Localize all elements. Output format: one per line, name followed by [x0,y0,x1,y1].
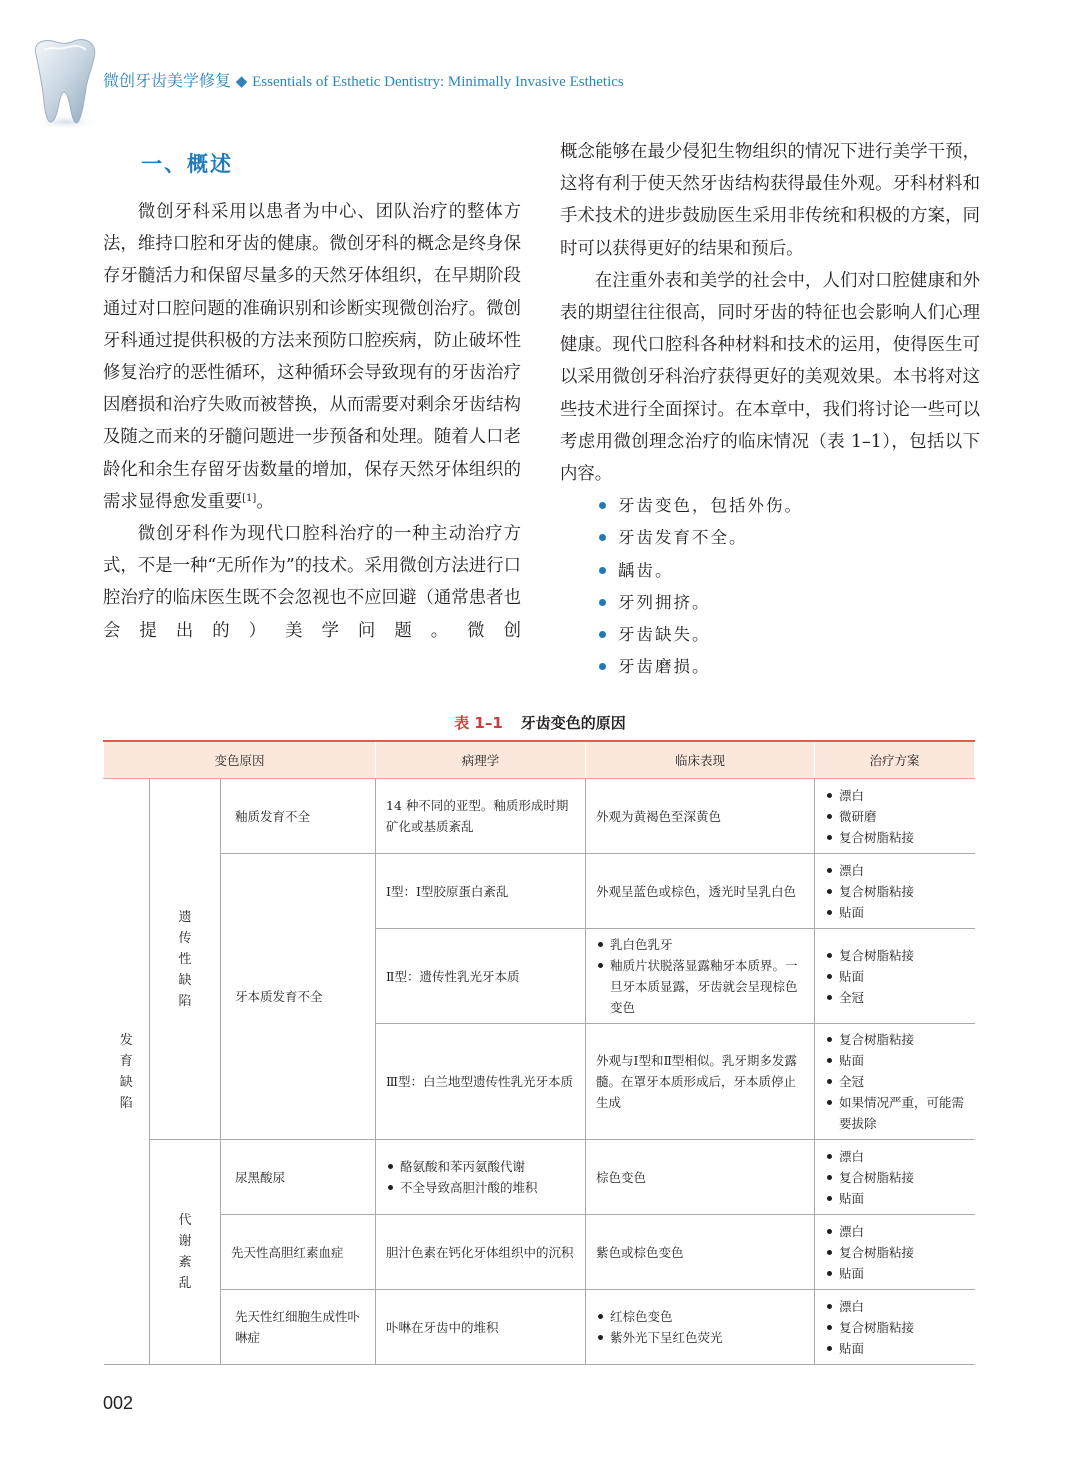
treatment-item: 漂白 [825,785,965,806]
table-row [104,1290,975,1365]
clinical-item: 釉质片状脱落显露釉牙本质界。一旦牙本质显露，牙齿就会呈现棕色变色 [596,955,804,1018]
pathology-cell [376,779,586,854]
treatment-cell [815,1024,975,1140]
treatment-item: 复合树脂粘接 [825,1242,965,1263]
clinical-cell [586,1215,815,1290]
table-row [104,779,975,854]
pathology-cell [376,854,586,929]
clinical-item: 紫外光下呈红色荧光 [596,1327,804,1348]
treatment-item: 如果情况严重，可能需要拔除 [825,1092,965,1134]
pathology-cell [376,1215,586,1290]
clinical-item: 红棕色变色 [596,1306,804,1327]
header-pathology: 病理学 [376,741,586,779]
clinical-cell [586,1140,815,1215]
treatment-list [825,1146,965,1209]
treatment-item: 漂白 [825,860,965,881]
treatment-item: 微研磨 [825,806,965,827]
clinical-list [596,934,804,1018]
treatment-item: 贴面 [825,902,965,923]
treatment-list [825,785,965,848]
clinical-item: 乳白色乳牙 [596,934,804,955]
bullet-dot-icon [599,631,606,638]
pathology-cell [376,1140,586,1215]
treatment-cell [815,1290,975,1365]
treatment-cell [815,779,975,854]
treatment-list [825,1029,965,1134]
clinical-text: 棕色变色 [596,1169,647,1185]
pathology-cell [376,1290,586,1365]
clinical-cell [586,929,815,1024]
right-column [560,136,980,683]
pathology-cell [376,1024,586,1140]
pathology-text: Ⅰ型：Ⅰ型胶原蛋白紊乱 [386,883,509,899]
clinical-cell [586,779,815,854]
diamond-icon: ◆ [235,72,248,90]
bullet-item [598,587,980,619]
discoloration-table [103,740,975,1365]
bullet-dot-icon [599,567,606,574]
bullet-text: 龋齿。 [618,560,674,580]
bullet-list [560,490,980,683]
paragraph-1-text: 微创牙科采用以患者为中心、团队治疗的整体方法，维持口腔和牙齿的健康。微创牙科的概念是终身保存牙髓活力和保留尽量多的天然牙体组织，在早期阶段通过对口腔问题的准确识别和诊断实现微创治疗。微创牙科通过提供积极的方法来预防口腔疾病，防止破坏性修复治疗的恶性循环，这种循环会导致现有的牙齿治疗因磨损和治疗失败而被替换，从而需要对剩余牙齿结构及随之而来的牙髓问题进一步预备和处理。随着人口老龄化和余生存留牙齿数量的增加，保存天然牙体组织的需求显得愈发重要 [103,202,521,512]
clinical-text: 外观与Ⅰ型和Ⅱ型相似。乳牙期多发露髓。在罩牙本质形成后，牙本质停止生成 [596,1053,797,1110]
bullet-text: 牙齿缺失。 [618,625,711,645]
cause-cell: 尿黑酸尿 [221,1140,376,1215]
group-label: 发育缺陷 [104,779,150,1365]
treatment-item: 复合树脂粘接 [825,945,965,966]
treatment-item: 漂白 [825,1221,965,1242]
subgroup-label: 遗传性缺陷 [150,779,221,1140]
pathology-item: 酪氨酸和苯丙氨酸代谢 [386,1156,575,1177]
treatment-cell [815,929,975,1024]
bullet-text: 牙列拥挤。 [618,592,711,612]
pathology-list [386,1156,575,1198]
bullet-text: 牙齿发育不全。 [618,528,748,548]
bullet-item [598,490,980,522]
page-number: 002 [103,1393,134,1413]
treatment-item: 漂白 [825,1146,965,1167]
header-clinical: 临床表现 [586,741,815,779]
treatment-list [825,945,965,1008]
clinical-cell [586,854,815,929]
treatment-item: 漂白 [825,1296,965,1317]
citation-ref: [1] [242,492,257,504]
treatment-cell [815,854,975,929]
bullet-text: 牙齿磨损。 [618,657,711,677]
cause-cell: 釉质发育不全 [221,779,376,854]
header-cause: 变色原因 [104,741,376,779]
paragraph-2: 微创牙科作为现代口腔科治疗的一种主动治疗方式，不是一种“无所作为”的技术。采用微创方法进行口腔治疗的临床医生既不会忽视也不应回避（通常患者也会提出的）美学问题。微创 [103,524,521,641]
table-number: 表 1–1 [454,714,503,732]
treatment-item: 贴面 [825,1050,965,1071]
paragraph-1-end: 。 [256,491,274,512]
treatment-item: 复合树脂粘接 [825,1167,965,1188]
pathology-text: 卟啉在牙齿中的堆积 [386,1319,499,1335]
pathology-text: 14 种不同的亚型。釉质形成时期矿化或基质紊乱 [386,798,569,834]
table-row [104,1215,975,1290]
pathology-text: 胆汁色素在钙化牙体组织中的沉积 [386,1244,574,1260]
bullet-dot-icon [599,502,606,509]
bullet-item [598,522,980,554]
cause-cell: 牙本质发育不全 [221,854,376,1140]
pathology-item: 不全导致高胆汁酸的堆积 [386,1177,575,1198]
paragraph-2-continued: 概念能够在最少侵犯生物组织的情况下进行美学干预，这将有利于使天然牙齿结构获得最佳外观。牙科材料和手术技术的进步鼓励医生采用非传统和积极的方案，同时可以获得更好的结果和预后。 [560,142,980,259]
treatment-item: 贴面 [825,966,965,987]
clinical-cell [586,1024,815,1140]
bullet-item [598,619,980,651]
table-title: 牙齿变色的原因 [520,714,626,732]
paragraph-3: 在注重外表和美学的社会中，人们对口腔健康和外表的期望往往很高，同时牙齿的特征也会影响人们心理健康。现代口腔科各种材料和技术的运用，使得医生可以采用微创牙科治疗获得更好的美观效果。本书将对这些技术进行全面探讨。在本章中，我们将讨论一些可以考虑用微创理念治疗的临床情况（表 1–1），包括以下内容。 [560,270,980,485]
bullet-dot-icon [599,599,606,606]
pathology-text: Ⅲ型：白兰地型遗传性乳光牙本质 [386,1074,574,1089]
bullet-item [598,651,980,683]
treatment-item: 复合树脂粘接 [825,881,965,902]
treatment-list [825,860,965,923]
treatment-item: 贴面 [825,1338,965,1359]
table-header-row [104,741,975,779]
treatment-item: 全冠 [825,987,965,1008]
table-caption [0,712,1080,733]
table-row [104,1140,975,1215]
running-title [103,68,624,91]
clinical-text: 外观呈蓝色或棕色，透光时呈乳白色 [596,883,797,899]
bullet-dot-icon [599,663,606,670]
treatment-item: 复合树脂粘接 [825,827,965,848]
paragraph-1 [103,196,521,518]
pathology-text: Ⅱ型：遗传性乳光牙本质 [386,968,520,984]
treatment-item: 复合树脂粘接 [825,1029,965,1050]
left-column [103,136,521,647]
bullet-item [598,555,980,587]
treatment-list [825,1296,965,1359]
treatment-cell [815,1140,975,1215]
running-title-cn: 微创牙齿美学修复 [103,71,232,90]
section-heading: 一、概述 [141,152,233,176]
table-container [103,740,974,1365]
clinical-text: 外观为黄褐色至深黄色 [596,808,722,824]
treatment-cell [815,1215,975,1290]
pathology-cell [376,929,586,1024]
bullet-dot-icon [599,534,606,541]
clinical-list [596,1306,804,1348]
bullet-text: 牙齿变色，包括外伤。 [618,496,803,516]
treatment-item: 贴面 [825,1263,965,1284]
treatment-item: 贴面 [825,1188,965,1209]
subgroup-label: 代谢紊乱 [150,1140,221,1365]
running-title-en: Essentials of Esthetic Dentistry: Minimally Invasive Esthetics [252,74,624,90]
header-treatment: 治疗方案 [815,741,975,779]
clinical-text: 紫色或棕色变色 [596,1244,684,1260]
treatment-item: 复合树脂粘接 [825,1317,965,1338]
table-row [104,854,975,929]
clinical-cell [586,1290,815,1365]
tooth-icon [26,36,102,132]
cause-cell: 先天性高胆红素血症 [221,1215,376,1290]
cause-cell: 先天性红细胞生成性卟啉症 [221,1290,376,1365]
treatment-item: 全冠 [825,1071,965,1092]
treatment-list [825,1221,965,1284]
page-header [0,0,1080,130]
